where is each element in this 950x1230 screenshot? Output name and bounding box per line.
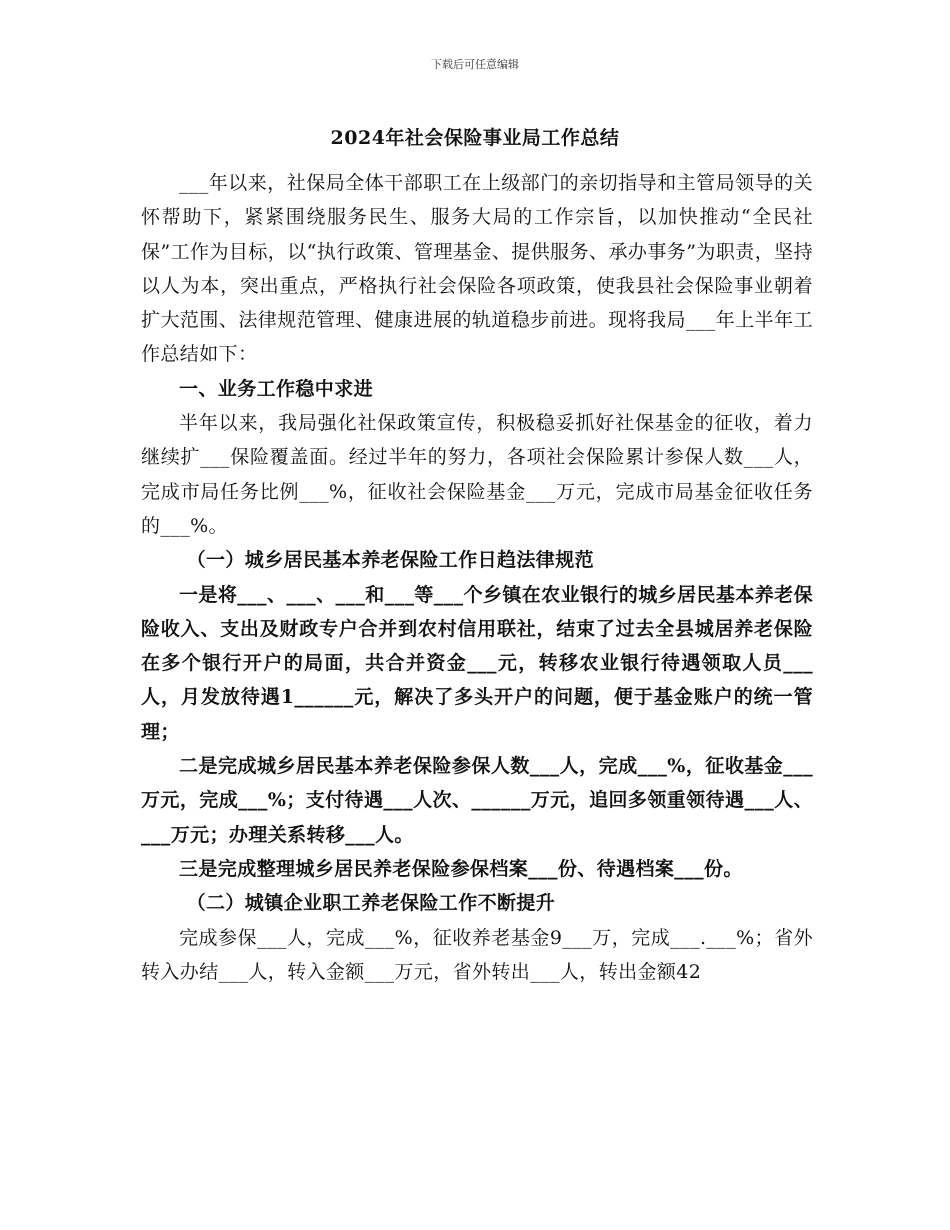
- item-paragraph-3: 三是完成整理城乡居民养老保险参保档案___份、待遇档案___份。: [179, 857, 743, 880]
- document-body: [141, 166, 813, 989]
- document-title: 2024年社会保险事业局工作总结: [330, 127, 620, 149]
- subsection-2-paragraph: 完成参保___人，完成___%，征收养老基金9___万，完成___.___%；省外转入办结___人，转入金额___万元，省外转出___人，转出金额42: [141, 926, 813, 983]
- subsection-heading-1: （一）城乡居民基本养老保险工作日趋法律规范: [186, 549, 594, 572]
- header-note: 下载后可任意编辑: [431, 58, 519, 71]
- section-heading-1: 一、业务工作稳中求进: [179, 377, 374, 400]
- intro-paragraph: ___年以来，社保局全体干部职工在上级部门的亲切指导和主管局领导的关怀帮助下，紧紧围绕服务民生、服务大局的工作宗旨，以加快推动“全民社保”工作为目标，以“执行政策、管理基金、提供服务、承办事务”为职责，坚持以人为本，突出重点，严格执行社会保险各项政策，使我县社会保险事业朝着扩大范围、法律规范管理、健康进展的轨道稳步前进。现将我局___年上半年工作总结如下：: [141, 172, 813, 366]
- item-paragraph-1: 一是将___、___、___和___等___个乡镇在农业银行的城乡居民基本养老保险收入、支出及财政专户合并到农村信用联社，结束了过去全县城居养老保险在多个银行开户的局面，共合并资金___元，转移农业银行待遇领取人员___人，月发放待遇1______元，解决了多头开户的问题，便于基金账户的统一管理；: [141, 583, 813, 743]
- section-1-paragraph: 半年以来，我局强化社保政策宣传，积极稳妥抓好社保基金的征收，着力继续扩___保险覆盖面。经过半年的努力，各项社会保险累计参保人数___人，完成市局任务比例___%，征收社会保险基金___万元，完成市局基金征收任务的___%。: [141, 412, 813, 537]
- subsection-heading-2: （二）城镇企业职工养老保险工作不断提升: [186, 892, 556, 915]
- item-paragraph-2: 二是完成城乡居民基本养老保险参保人数___人，完成___%，征收基金___万元，完成___%；支付待遇___人次、______万元，追回多领重领待遇___人、___万元；办理关系转移___人。: [141, 755, 813, 846]
